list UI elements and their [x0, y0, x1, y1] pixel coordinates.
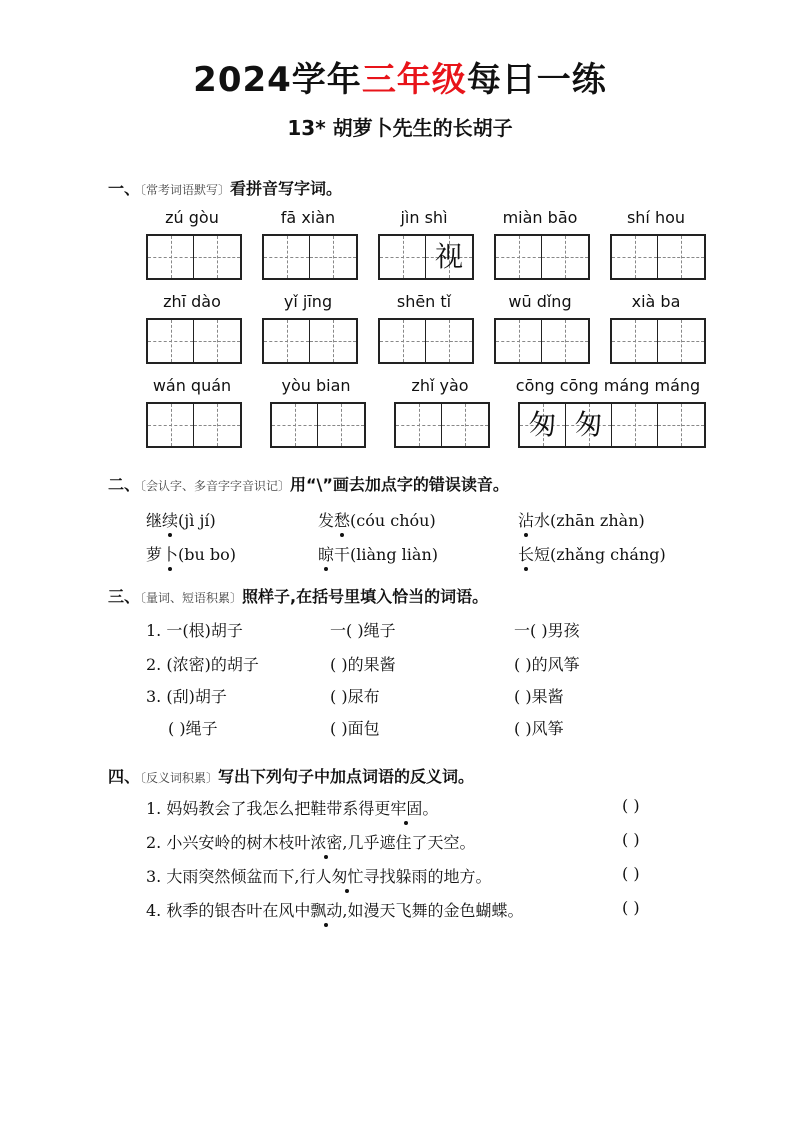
grid-cell[interactable] [272, 404, 318, 446]
pinyin-label: wán quán [152, 376, 232, 395]
write-grid[interactable] [494, 318, 590, 364]
grid-cell[interactable]: 匆 [566, 404, 612, 446]
grid-cell[interactable] [148, 236, 194, 278]
fill-blank-phrase[interactable]: ( )尿布 [330, 687, 380, 706]
grid-cell[interactable] [318, 404, 364, 446]
grid-cell[interactable] [194, 236, 240, 278]
grid-cell[interactable] [148, 320, 194, 362]
pinyin-label: yòu bian [281, 376, 351, 395]
pronunciation-item[interactable]: 继续(jì jí) [146, 508, 216, 531]
lesson-title: 13* 胡萝卜先生的长胡子 [287, 116, 513, 140]
pronunciation-item[interactable]: 沾水(zhān zhàn) [518, 508, 645, 531]
example-phrase: 3. (刮)胡子 [146, 687, 227, 706]
fill-blank-phrase[interactable]: ( )果酱 [514, 687, 564, 706]
grid-cell[interactable] [612, 404, 658, 446]
title-year: 2024学年 [193, 60, 362, 100]
antonym-sentence: 3. 大雨突然倾盆而下,行人匆忙寻找躲雨的地方。 [146, 864, 491, 887]
grid-cell[interactable] [310, 320, 356, 362]
pronunciation-item[interactable]: 发愁(cóu chóu) [318, 508, 436, 531]
write-grid[interactable] [610, 318, 706, 364]
pinyin-label: cōng cōng máng máng [515, 376, 701, 395]
section1-number: 一、 [108, 179, 141, 198]
fill-blank-phrase[interactable]: ( )的风筝 [514, 655, 580, 674]
fill-blank-phrase[interactable]: 一( )绳子 [330, 621, 396, 640]
grid-cell[interactable] [542, 236, 588, 278]
write-grid[interactable] [146, 318, 242, 364]
write-grid[interactable] [494, 234, 590, 280]
antonym-sentence: 2. 小兴安岭的树木枝叶浓密,几乎遮住了天空。 [146, 830, 475, 853]
grid-cell[interactable] [264, 236, 310, 278]
section1-tag: 〔常考词语默写〕 [140, 183, 231, 197]
pronunciation-item[interactable]: 长短(zhǎng cháng) [518, 542, 666, 565]
grid-cell[interactable] [380, 320, 426, 362]
grid-cell[interactable] [612, 236, 658, 278]
grid-cell[interactable] [396, 404, 442, 446]
pinyin-label: yǐ jīng [283, 292, 333, 311]
grid-cell[interactable] [542, 320, 588, 362]
write-grid[interactable] [610, 234, 706, 280]
grid-cell[interactable] [442, 404, 488, 446]
fill-blank-phrase[interactable]: 一( )男孩 [514, 621, 580, 640]
answer-bracket[interactable]: ( ) [622, 830, 640, 849]
section3-instruction: 照样子,在括号里填入恰当的词语。 [242, 587, 489, 606]
example-phrase: 1. 一(根)胡子 [146, 621, 243, 640]
grid-cell[interactable] [612, 320, 658, 362]
grid-cell[interactable] [194, 320, 240, 362]
example-phrase: 2. (浓密)的胡子 [146, 655, 259, 674]
grid-cell[interactable] [658, 404, 704, 446]
section2-instruction: 用“\”画去加点字的错误读音。 [290, 475, 509, 494]
pinyin-label: miàn bāo [502, 208, 578, 227]
section4-number: 四、 [108, 767, 141, 786]
grid-cell[interactable] [496, 320, 542, 362]
section4-heading [108, 764, 474, 787]
section2-number: 二、 [108, 475, 141, 494]
grid-cell[interactable] [310, 236, 356, 278]
pinyin-label: shí hou [626, 208, 686, 227]
pinyin-label: wū dǐng [508, 292, 572, 311]
title-daily: 每日一练 [466, 60, 607, 100]
section1-heading [108, 176, 342, 199]
pinyin-label: xià ba [631, 292, 681, 311]
grid-cell[interactable] [264, 320, 310, 362]
title-grade: 三年级 [361, 60, 467, 100]
answer-bracket[interactable]: ( ) [622, 864, 640, 883]
fill-blank-phrase[interactable]: ( )面包 [330, 719, 380, 738]
grid-cell[interactable] [194, 404, 240, 446]
antonym-sentence: 1. 妈妈教会了我怎么把鞋带系得更牢固。 [146, 796, 438, 819]
fill-blank-phrase[interactable]: ( )的果酱 [330, 655, 396, 674]
grid-cell[interactable] [496, 236, 542, 278]
grid-cell[interactable] [658, 236, 704, 278]
grid-cell[interactable] [148, 404, 194, 446]
pinyin-label: zhī dào [163, 292, 221, 311]
write-grid[interactable] [518, 402, 706, 448]
section3-heading [108, 584, 488, 607]
grid-cell[interactable]: 视 [426, 236, 472, 278]
page-title [0, 52, 800, 101]
section3-tag: 〔量词、短语积累〕 [140, 591, 243, 605]
section1-instruction: 看拼音写字词。 [230, 179, 343, 198]
fill-blank-phrase[interactable]: ( )风筝 [514, 719, 564, 738]
write-grid[interactable] [146, 402, 242, 448]
answer-bracket[interactable]: ( ) [622, 898, 640, 917]
write-grid[interactable] [146, 234, 242, 280]
section3-number: 三、 [108, 587, 141, 606]
grid-cell[interactable] [658, 320, 704, 362]
pinyin-label: shēn tǐ [396, 292, 452, 311]
write-grid[interactable] [378, 234, 474, 280]
pinyin-label: zhǐ yào [411, 376, 469, 395]
pinyin-label: zú gòu [165, 208, 219, 227]
pinyin-label: jìn shì [400, 208, 448, 227]
grid-cell[interactable] [426, 320, 472, 362]
pronunciation-item[interactable]: 晾干(liàng liàn) [318, 542, 438, 565]
section4-tag: 〔反义词积累〕 [140, 771, 219, 785]
pinyin-label: fā xiàn [280, 208, 336, 227]
section2-heading [108, 472, 509, 495]
section2-tag: 〔会认字、多音字字音识记〕 [140, 479, 291, 493]
write-grid[interactable] [394, 402, 490, 448]
answer-bracket[interactable]: ( ) [622, 796, 640, 815]
write-grid[interactable] [262, 234, 358, 280]
grid-cell[interactable] [380, 236, 426, 278]
write-grid[interactable] [378, 318, 474, 364]
fill-blank-phrase[interactable]: ( )绳子 [168, 719, 218, 738]
write-grid[interactable] [270, 402, 366, 448]
pronunciation-item[interactable]: 萝卜(bu bo) [146, 542, 236, 565]
antonym-sentence: 4. 秋季的银杏叶在风中飘动,如漫天飞舞的金色蝴蝶。 [146, 898, 523, 921]
section4-instruction: 写出下列句子中加点词语的反义词。 [218, 767, 475, 786]
write-grid[interactable] [262, 318, 358, 364]
grid-cell[interactable]: 匆 [520, 404, 566, 446]
